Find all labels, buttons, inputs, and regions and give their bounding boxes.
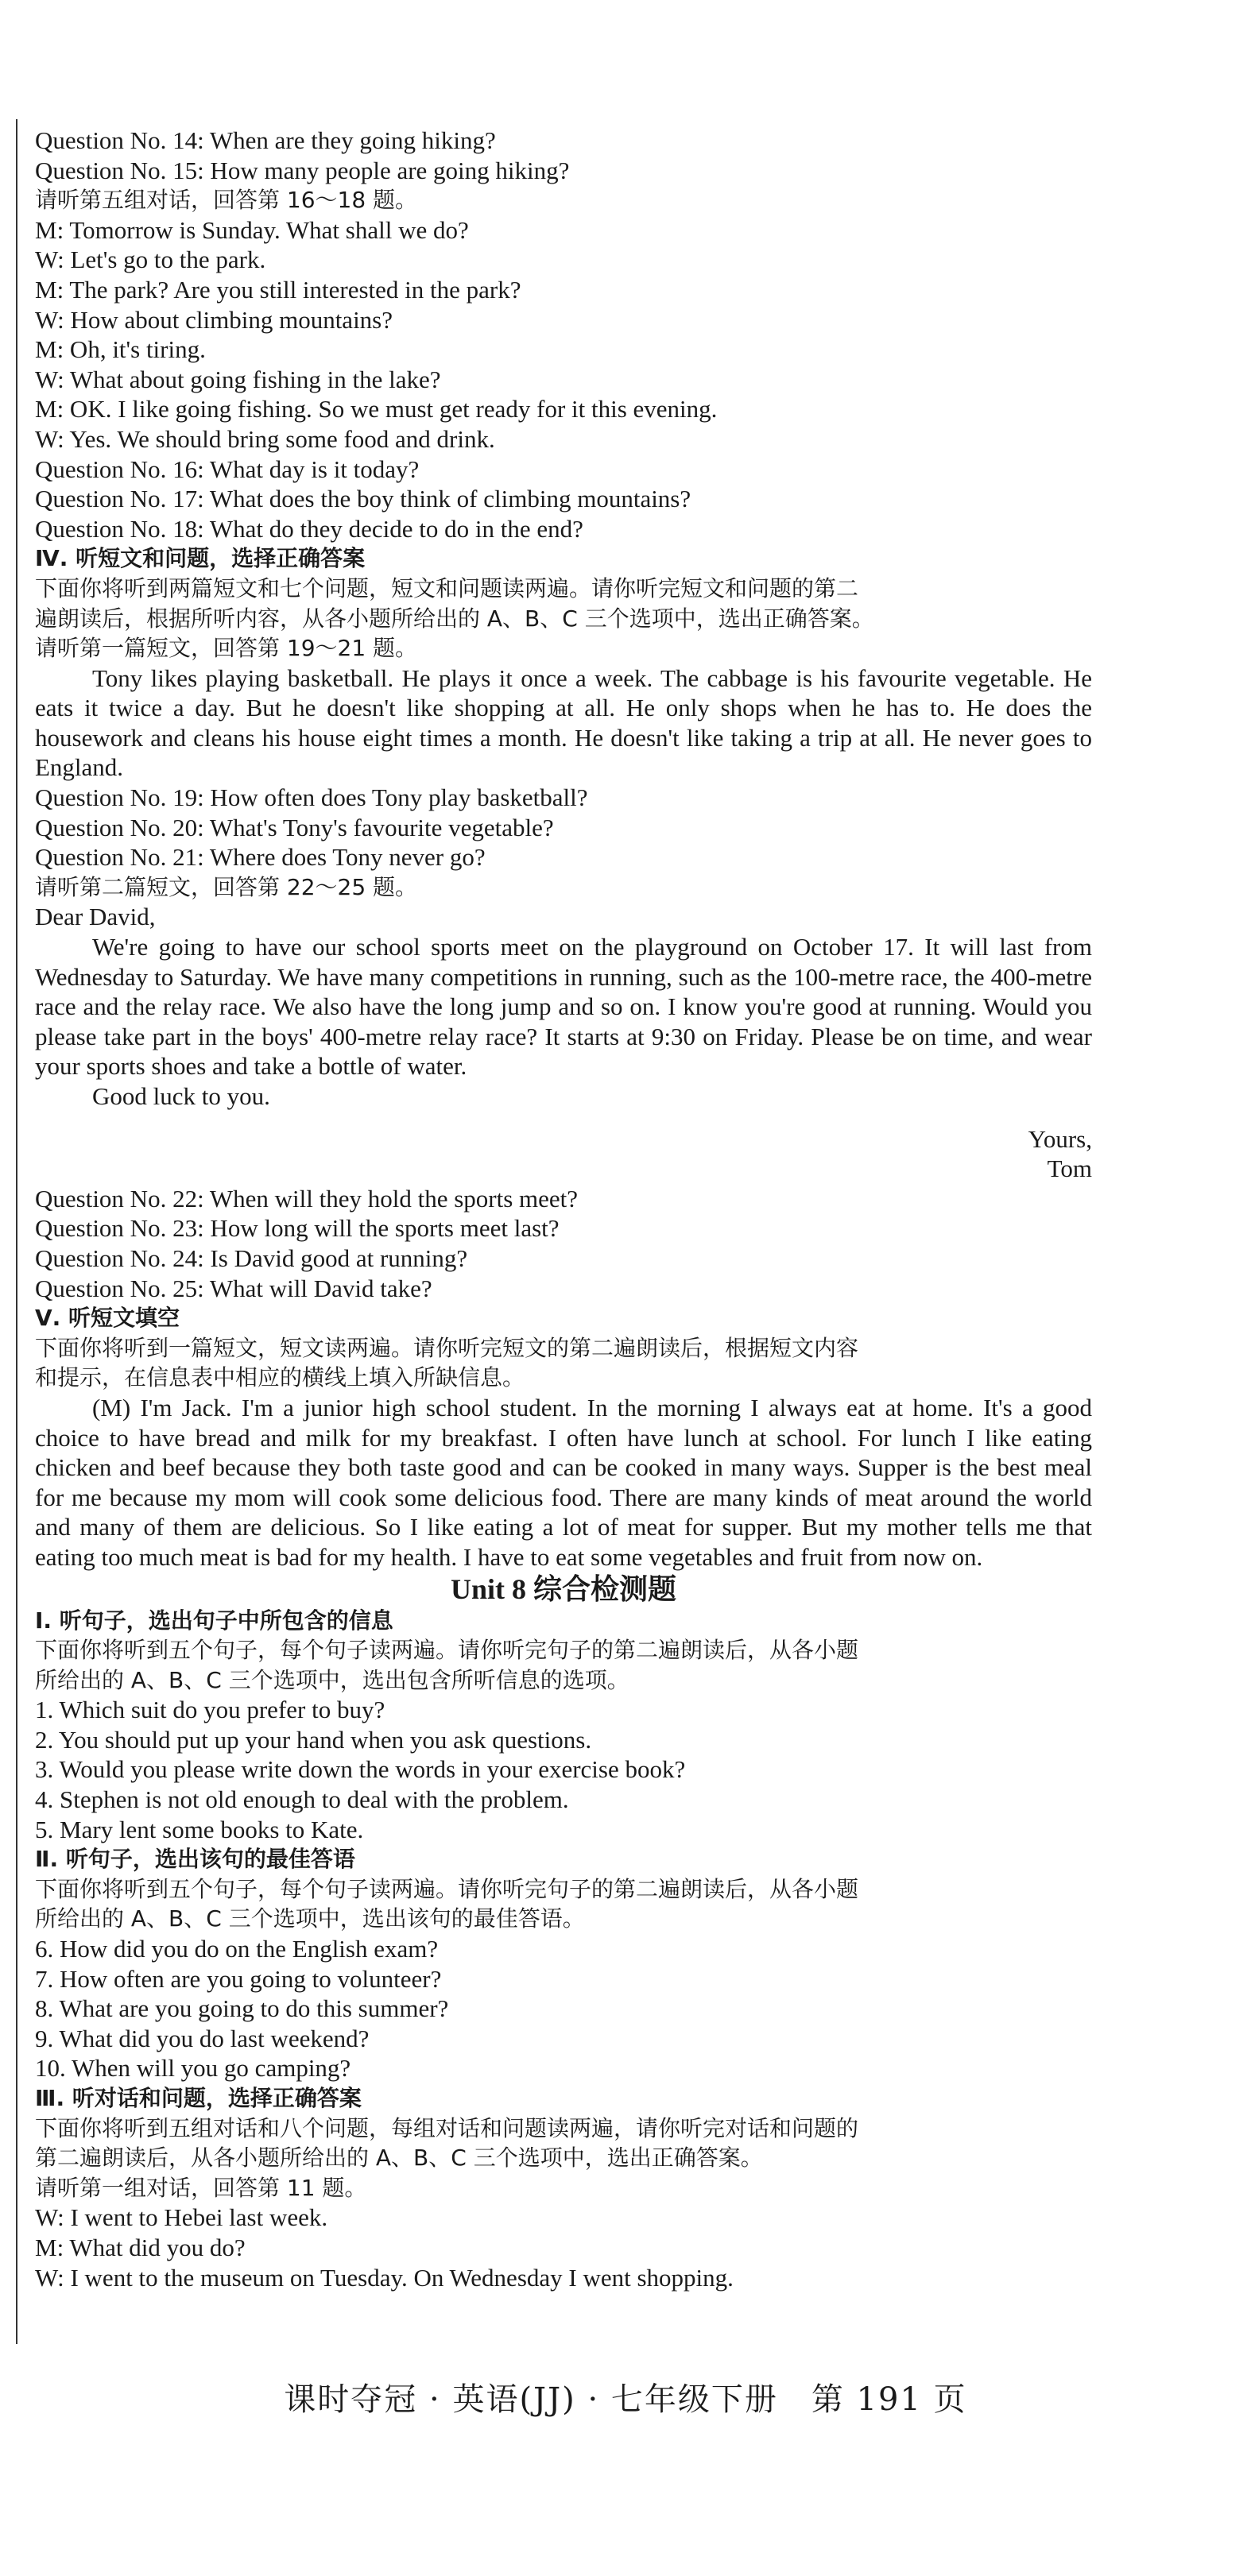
instruction: 第二遍朗读后，从各小题所给出的 A、B、C 三个选项中，选出正确答案。 [35,2145,763,2172]
instruction: 所给出的 A、B、C 三个选项中，选出包含所听信息的选项。 [35,1666,629,1693]
text-line: 请听第五组对话，回答第 16～18 题。 [35,187,418,214]
instruction: 下面你将听到五组对话和八个问题，每组对话和问题读两遍，请你听完对话和问题的 [35,2114,859,2141]
text-line: W: How about climbing mountains? [35,305,393,334]
text-line: W: Yes. We should bring some food and drink. [35,424,495,453]
list-item: 3. Would you please write down the words in your exercise book? [35,1755,686,1784]
letter-good-luck: Good luck to you. [92,1082,270,1110]
passage: Tony likes playing basketball. He plays it once a week. The cabbage is his favourite vegetable. He eats it twice a day. But he doesn't like shopping at all. He only shops when he has to. He does the housework and cleans his house eight times a month. He doesn't like taking a trip at all. He never goes to England. [35,663,1092,782]
text-line: M: Tomorrow is Sunday. What shall we do? [35,215,469,244]
instruction: 下面你将听到五个句子，每个句子读两遍。请你听完句子的第二遍朗读后，从各小题 [35,1637,859,1664]
question: Question No. 25: What will David take? [35,1274,432,1302]
unit-title: Unit 8 综合检测题 [450,1572,676,1605]
letter-closing: Yours, [1028,1124,1092,1153]
list-item: 6. How did you do on the English exam? [35,1935,439,1963]
instruction: 遍朗读后，根据所听内容，从各小题所给出的 A、B、C 三个选项中，选出正确答案。 [35,605,874,632]
instruction: 下面你将听到五个句子，每个句子读两遍。请你听完句子的第二遍朗读后，从各小题 [35,1875,859,1902]
text-line: Question No. 18: What do they decide to do in the end? [35,514,583,543]
question: Question No. 21: Where does Tony never go? [35,843,486,872]
instruction: 下面你将听到两篇短文和七个问题，短文和问题读两遍。请你听完短文和问题的第二 [35,574,859,601]
text-line: M: OK. I like going fishing. So we must get ready for it this evening. [35,395,718,424]
instruction: 请听第一组对话，回答第 11 题。 [35,2174,367,2201]
binding-margin-line [16,119,17,2344]
section-heading: Ⅲ. 听对话和问题，选择正确答案 [35,2085,362,2111]
instruction: 请听第二篇短文，回答第 22～25 题。 [35,873,418,900]
instruction: 所给出的 A、B、C 三个选项中，选出该句的最佳答语。 [35,1905,585,1932]
section-heading: Ⅴ. 听短文填空 [35,1305,180,1332]
section-heading: Ⅳ. 听短文和问题，选择正确答案 [35,545,366,572]
list-item: 5. Mary lent some books to Kate. [35,1815,364,1843]
instruction: 和提示，在信息表中相应的横线上填入所缺信息。 [35,1364,525,1391]
page-footer: 课时夺冠 · 英语(JJ) · 七年级下册 第 191 页 [284,2381,967,2418]
instruction: 下面你将听到一篇短文，短文读两遍。请你听完短文的第二遍朗读后，根据短文内容 [35,1334,859,1361]
question: Question No. 20: What's Tony's favourite vegetable? [35,813,554,841]
text-line: Question No. 16: What day is it today? [35,454,420,483]
page-content [35,126,1092,2292]
text-line: W: What about going fishing in the lake? [35,365,441,393]
text-line: W: I went to Hebei last week. [35,2203,328,2232]
question: Question No. 19: How often does Tony play basketball? [35,783,588,812]
instruction: 请听第一篇短文，回答第 19～21 题。 [35,635,418,662]
list-item: 1. Which suit do you prefer to buy? [35,1696,385,1724]
text-line: W: Let's go to the park. [35,246,266,274]
letter-signature: Tom [1047,1155,1092,1183]
question: Question No. 23: How long will the sports meet last? [35,1214,560,1243]
text-line: Question No. 14: When are they going hiking? [35,126,496,154]
list-item: 8. What are you going to do this summer? [35,1994,449,2023]
text-line: M: The park? Are you still interested in the park? [35,275,521,304]
list-item: 7. How often are you going to volunteer? [35,1964,442,1993]
text-line: W: I went to the museum on Tuesday. On Wednesday I went shopping. [35,2263,734,2292]
section-heading: Ⅰ. 听句子，选出句子中所包含的信息 [35,1607,393,1634]
letter-salutation: Dear David, [35,903,156,931]
text-line: Question No. 17: What does the boy think of climbing mountains? [35,485,691,513]
list-item: 2. You should put up your hand when you ask questions. [35,1725,592,1754]
passage: (M) I'm Jack. I'm a junior high school student. In the morning I always eat at home. It's a good choice to have bread and milk for my breakfast. I often have lunch at school. For lunch I like eating chicken and beef because they both taste good and can be cooked in many ways. Supper is the best meal for me because my mom will cook some delicious food. There are many kinds of meat around the world and many of them are delicious. So I like eating a lot of meat for supper. But my mother tells me that eating too much meat is bad for my health. I have to eat some vegetables and fruit from now on. [35,1393,1092,1571]
text-line: M: Oh, it's tiring. [35,335,206,364]
list-item: 4. Stephen is not old enough to deal with the problem. [35,1785,569,1814]
section-heading: Ⅱ. 听句子，选出该句的最佳答语 [35,1846,355,1873]
text-line: M: What did you do? [35,2233,246,2261]
text-line: Question No. 15: How many people are going hiking? [35,156,570,184]
question: Question No. 22: When will they hold the sports meet? [35,1184,579,1213]
question: Question No. 24: Is David good at running? [35,1244,468,1272]
list-item: 10. When will you go camping? [35,2054,351,2083]
letter-body: We're going to have our school sports meet on the playground on October 17. It will last from Wednesday to Saturday. We have many competitions in running, such as the 100-metre race, the 400-metre race and the relay race. We also have the long jump and so on. I know you're good at running. Would you please take part in the boys' 400-metre relay race? It starts at 9:30 on Friday. Please be on time, and wear your sports shoes and take a bottle of water. [35,933,1092,1081]
list-item: 9. What did you do last weekend? [35,2024,370,2052]
